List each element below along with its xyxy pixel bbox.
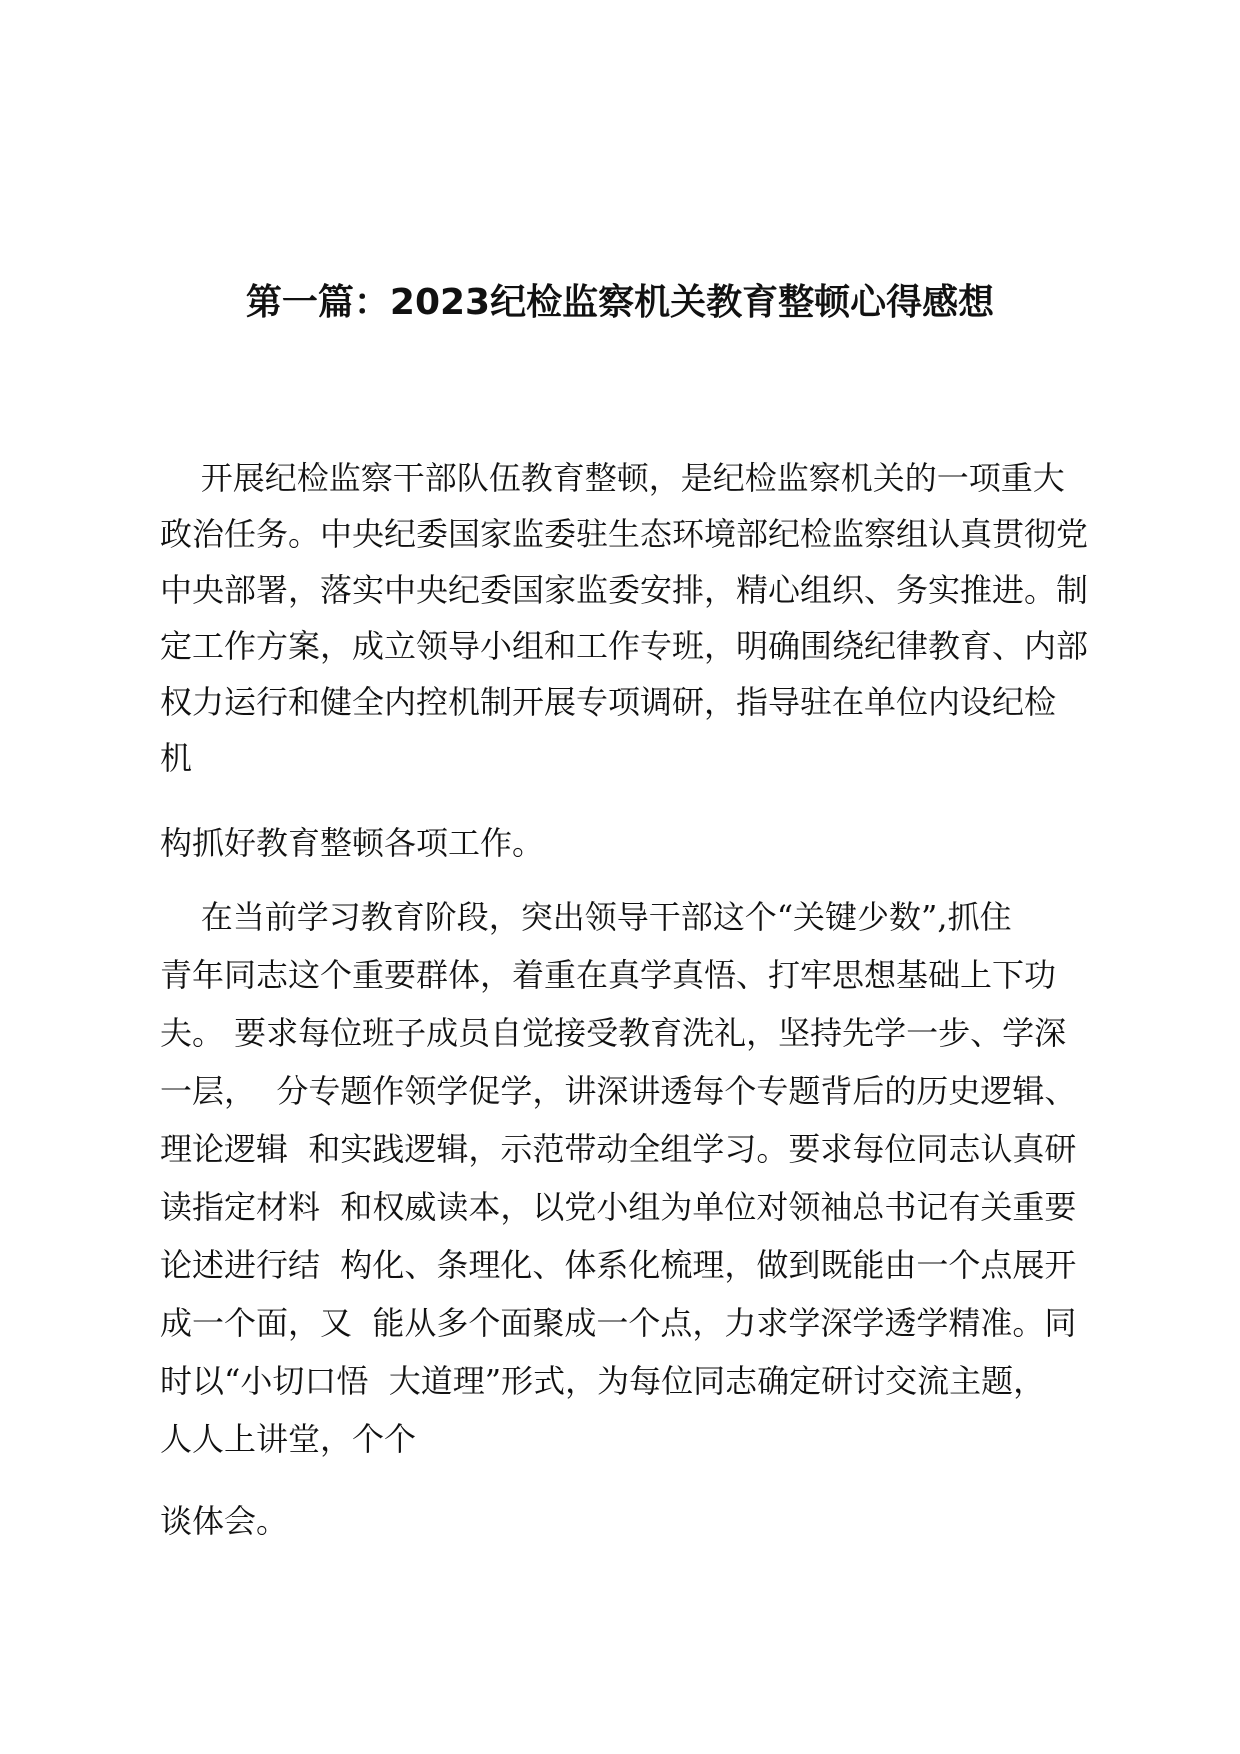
paragraph-line: 机 bbox=[160, 739, 193, 777]
paragraph-line: 人人上讲堂，个个 bbox=[160, 1420, 417, 1458]
paragraph-line: 构抓好教育整顿各项工作。 bbox=[160, 824, 545, 862]
paragraph-line: 青年同志这个重要群体，着重在真学真悟、打牢思想基础上下功 bbox=[160, 956, 1057, 994]
paragraph-line: 定工作方案，成立领导小组和工作专班，明确围绕纪律教育、内部 bbox=[160, 627, 1089, 665]
paragraph-line: 在当前学习教育阶段，突出领导干部这个“关键少数”,抓住 bbox=[160, 898, 1012, 936]
paragraph-line: 读指定材料 和权威读本，以党小组为单位对领袖总书记有关重要 bbox=[160, 1188, 1077, 1226]
document-title: 第一篇：2023纪检监察机关教育整顿心得感想 bbox=[245, 282, 995, 323]
paragraph-line: 中央部署，落实中央纪委国家监委安排，精心组织、务实推进。制 bbox=[160, 571, 1089, 609]
paragraph-line: 一层， 分专题作领学促学，讲深讲透每个专题背后的历史逻辑、 bbox=[160, 1072, 1077, 1110]
paragraph-line: 时以“小切口悟 大道理”形式，为每位同志确定研讨交流主题， bbox=[160, 1362, 1046, 1400]
paragraph-line: 理论逻辑 和实践逻辑，示范带动全组学习。要求每位同志认真研 bbox=[160, 1130, 1077, 1168]
paragraph-line: 谈体会。 bbox=[160, 1502, 289, 1540]
paragraph-line: 论述进行结 构化、条理化、体系化梳理，做到既能由一个点展开 bbox=[160, 1246, 1077, 1284]
paragraph-line: 成一个面，又 能从多个面聚成一个点，力求学深学透学精准。同 bbox=[160, 1304, 1077, 1342]
paragraph-line: 夫。 要求每位班子成员自觉接受教育洗礼，坚持先学一步、学深 bbox=[160, 1014, 1067, 1052]
paragraph-line: 权力运行和健全内控机制开展专项调研，指导驻在单位内设纪检 bbox=[160, 683, 1057, 721]
paragraph-line: 开展纪检监察干部队伍教育整顿，是纪检监察机关的一项重大 bbox=[160, 459, 1065, 497]
paragraph-line: 政治任务。中央纪委国家监委驻生态环境部纪检监察组认真贯彻党 bbox=[160, 515, 1089, 553]
